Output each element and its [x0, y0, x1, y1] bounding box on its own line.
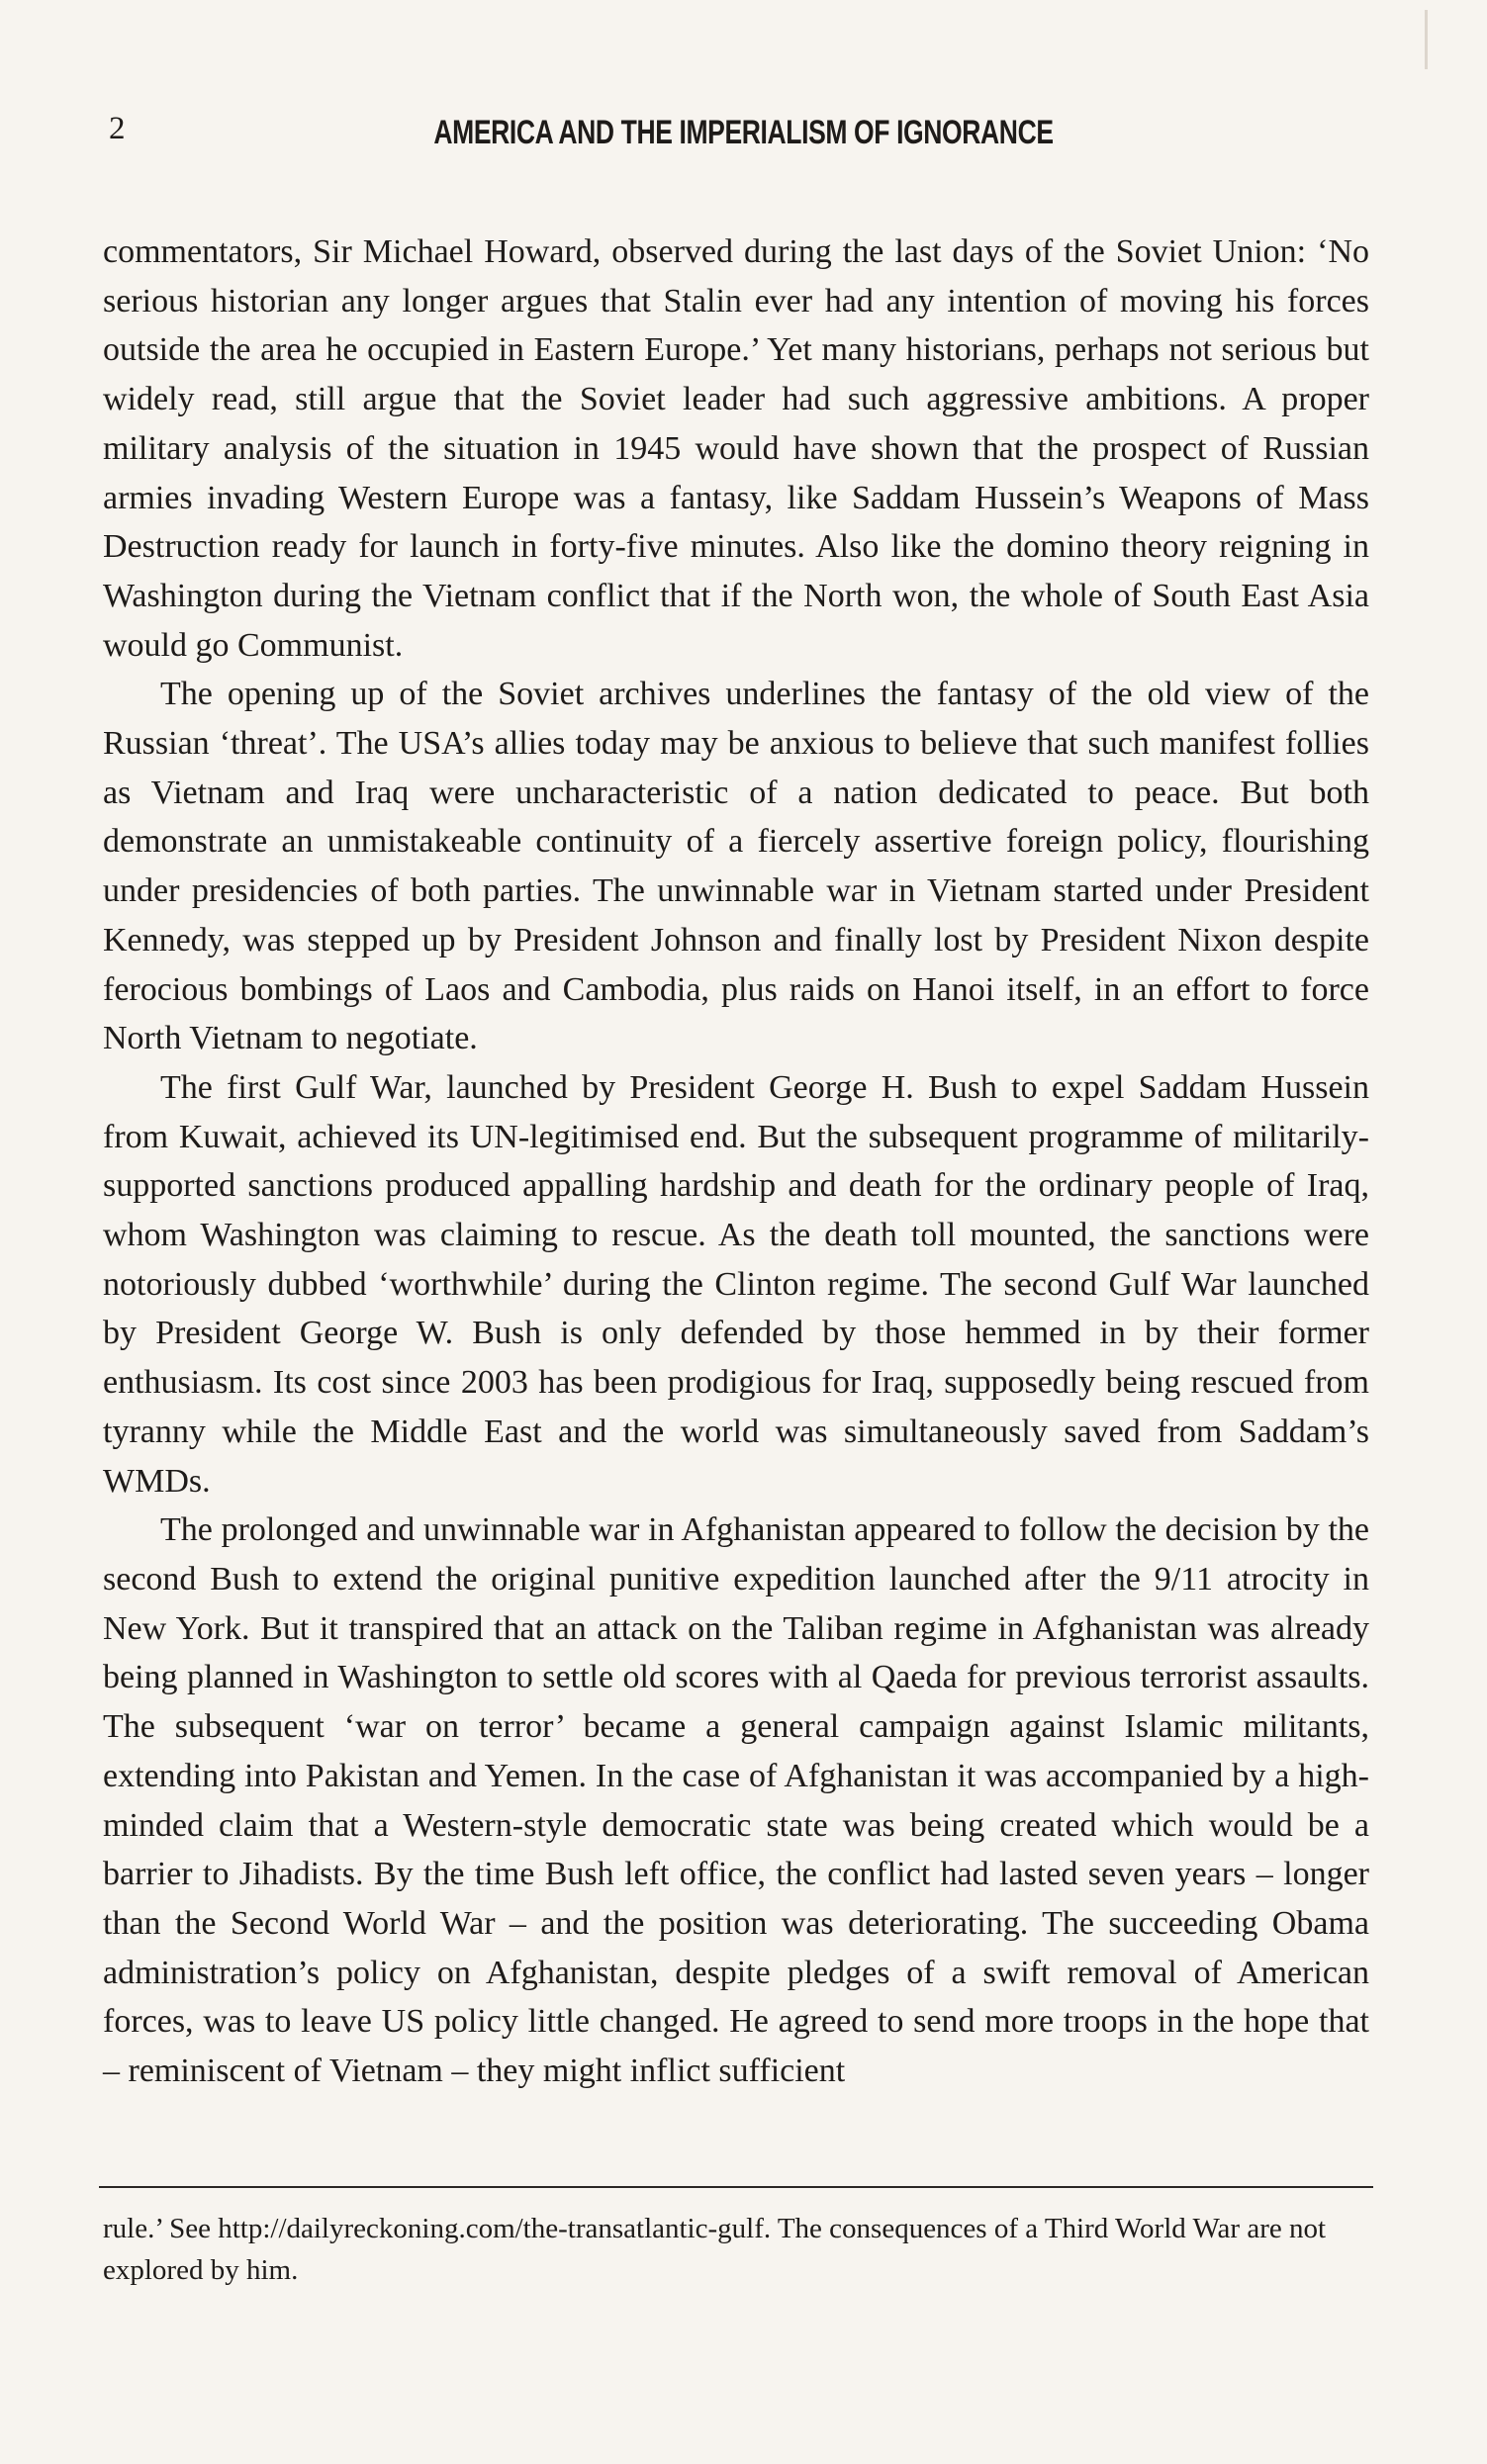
paragraph-3: The first Gulf War, launched by President George H. Bush to expel Saddam Hussein from Kuwait, achieved its UN-legitimised end. But the subsequent programme of militarily-supported sanctions produced appalling hardship and death for the ordinary people of Iraq, whom Washington was claiming to rescue. As the death toll mounted, the sanctions were notoriously dubbed ‘worthwhile’ during the Clinton regime. The second Gulf War launched by President George W. Bush is only defended by those hemmed in by their former enthusiasm. Its cost since 2003 has been prodigious for Iraq, supposedly being rescued from tyranny while the Middle East and the world was simultaneously saved from Saddam’s WMDs. — [103, 1068, 1369, 1500]
footnote: rule.’ See http://dailyreckoning.com/the-transatlantic-gulf. The consequences of a Third World War are not explored by him. — [103, 2213, 1327, 2286]
scan-artifact — [1425, 10, 1428, 69]
paragraph-1: commentators, Sir Michael Howard, observed during the last days of the Soviet Union: ‘No serious historian any longer argues that Stalin ever had any intention of moving his forces outside the area he occupied in Eastern Europe.’ Yet many historians, perhaps not serious but widely read, still argue that the Soviet leader had such aggressive ambitions. A proper military analysis of the situation in 1945 would have shown that the prospect of Russian armies invading Western Europe was a fantasy, like Saddam Hussein’s Weapons of Mass Destruction ready for launch in forty-five minutes. Also like the domino theory reigning in Washington during the Vietnam conflict that if the North won, the whole of South East Asia would go Communist. — [103, 233, 1369, 664]
paragraph-4: The prolonged and unwinnable war in Afghanistan appeared to follow the decision by the second Bush to extend the original punitive expedition launched after the 9/11 atrocity in New York. But it transpired that an attack on the Taliban regime in Afghanistan was already being planned in Washington to settle old scores with al Qaeda for previous terrorist assaults. The subsequent ‘war on terror’ became a general campaign against Islamic militants, extending into Pakistan and Yemen. In the case of Afghanistan it was accompanied by a high-minded claim that a Western-style democratic state was being created which would be a barrier to Jihadists. By the time Bush left office, the conflict had lasted seven years – longer than the Second World War – and the position was deteriorating. The succeeding Obama administration’s policy on Afghanistan, despite pledges of a swift removal of American forces, was to leave US policy little changed. He agreed to send more troops in the hope that – reminiscent of Vietnam – they might inflict sufficient — [103, 1511, 1369, 2090]
page-number: 2 — [109, 111, 126, 146]
running-head: AMERICA AND THE IMPERIALISM OF IGNORANCE — [433, 114, 1054, 151]
paragraph-2: The opening up of the Soviet archives underlines the fantasy of the old view of the Russian ‘threat’. The USA’s allies today may be anxious to believe that such manifest follies as Vietnam and Iraq were uncharacteristic of a nation dedicated to peace. But both demonstrate an unmistakeable continuity of a fiercely assertive foreign policy, flourishing under presidencies of both parties. The unwinnable war in Vietnam started under President Kennedy, was stepped up by President Johnson and finally lost by President Nixon despite ferocious bombings of Laos and Cambodia, plus raids on Hanoi itself, in an effort to force North Vietnam to negotiate. — [103, 676, 1369, 1057]
footnote-divider — [99, 2186, 1373, 2188]
body-text — [103, 228, 1369, 2096]
